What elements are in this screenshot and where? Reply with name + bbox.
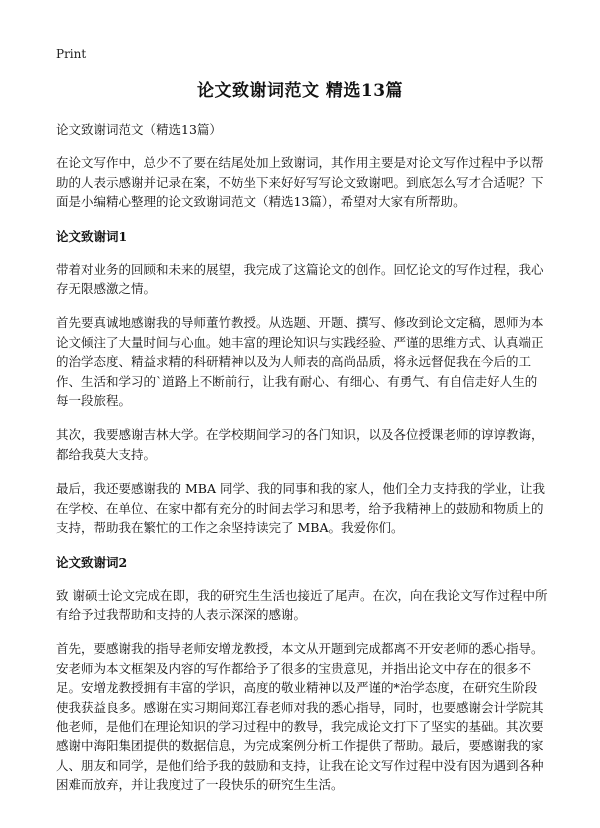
section-heading-1: 论文致谢词1 [56, 228, 128, 244]
paragraph: 致 谢硕士论文完成在即，我的研究生生活也接近了尾声。在次，向在我论文写作过程中所有给予过我帮助和支持的人表示深深的感谢。 [56, 587, 548, 622]
paragraph: 最后，我还要感谢我的 MBA 同学、我的同事和我的家人，他们全力支持我的学业，让我在学校、在单位、在家中都有充分的时间去学习和思考，给予我精神上的鼓励和物质上的支持，帮助我在繁忙的工作之余坚持读完了 MBA。我爱你们。 [56, 481, 545, 536]
print-link[interactable]: Print [56, 47, 87, 61]
paragraph: 首先，要感谢我的指导老师安增龙教授，本文从开题到完成都离不开安老师的悉心指导。安老师为本文框架及内容的写作都给予了很多的宝贵意见，并指出论文中存在的很多不足。安增龙教授拥有丰富的学识，高度的敬业精神以及严谨的*治学态度，在研究生阶段使我获益良多。感谢在实习期间郑江春老师对我的悉心指导，同时，也要感谢会计学院其他老师，是他们在理论知识的学习过程中的教导，我完成论文打下了坚实的基础。其次要感谢中海阳集团提供的数据信息，为完成案例分析工作提供了帮助。最后，要感谢我的家人、朋友和同学，是他们给予我的鼓励和支持，让我在论文写作过程中没有因为遇到各种困难而放弃，并让我度过了一段快乐的研究生生活。 [56, 641, 544, 793]
section-heading-2: 论文致谢词2 [56, 554, 128, 570]
paragraph: 其次，我要感谢吉林大学。在学校期间学习的各门知识，以及各位授课老师的谆谆教诲，都给我莫大支持。 [56, 427, 544, 462]
intro-paragraph: 在论文写作中，总少不了要在结尾处加上致谢词，其作用主要是对论文写作过程中予以帮助的人表示感谢并记录在案，不妨坐下来好好写写论文致谢吧。到底怎么写才合适呢？下面是小编精心整理的论文致谢词范文（精选13篇），希望对大家有所帮助。 [56, 155, 544, 210]
paragraph: 带着对业务的回顾和未来的展望，我完成了这篇论文的创作。回忆论文的写作过程，我心存无限感激之情。 [56, 261, 544, 297]
page-title: 论文致谢词范文 精选13篇 [196, 81, 404, 101]
paragraph: 首先要真诚地感谢我的导师董竹教授。从选题、开题、撰写、修改到论文定稿，恩师为本论文倾注了大量时间与心血。她丰富的理论知识与实践经验、严谨的思维方式、认真端正的治学态度、精益求精的科研精神以及为人师表的高尚品质，将永远督促我在今后的工作、生活和学习的`道路上不断前行，让我有耐心、有细心、有勇气、有自信走好人生的每一段旅程。 [56, 315, 544, 409]
document-subtitle: 论文致谢词范文（精选13篇） [56, 122, 222, 137]
document-body [56, 120, 548, 810]
